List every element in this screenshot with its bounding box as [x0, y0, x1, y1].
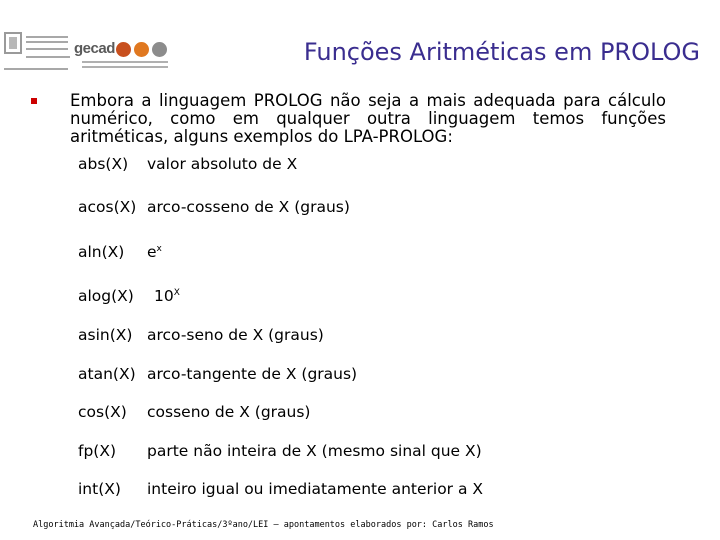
- gecad-logo-line: [82, 66, 168, 68]
- slide-title: Funções Aritméticas em PROLOG: [303, 38, 700, 66]
- gecad-logo-icon: [74, 40, 170, 74]
- function-name: acos(X): [78, 198, 137, 216]
- function-name: cos(X): [78, 403, 127, 421]
- gecad-logo-text: gecad: [74, 40, 115, 57]
- isep-logo-line: [26, 56, 70, 58]
- gecad-dot-icon: [152, 42, 167, 57]
- function-description: parte não inteira de X (mesmo sinal que X): [147, 442, 482, 460]
- isep-logo-line: [26, 48, 68, 50]
- function-name: fp(X): [78, 442, 117, 460]
- function-description: inteiro igual ou imediatamente anterior a X: [147, 480, 484, 498]
- isep-logo-line: [26, 41, 68, 43]
- function-description: [147, 243, 162, 261]
- function-description: cosseno de X (graus): [147, 403, 311, 421]
- function-name: asin(X): [78, 326, 133, 344]
- isep-mark-icon: [4, 32, 22, 54]
- function-description: arco-seno de X (graus): [147, 326, 324, 344]
- function-name: int(X): [78, 480, 121, 498]
- function-name: atan(X): [78, 365, 136, 383]
- slide-footer: Algoritmia Avançada/Teórico-Práticas/3ºano/LEI – apontamentos elaborados por: Carlos Ramos: [33, 520, 494, 530]
- function-base: 10: [154, 287, 174, 305]
- function-exponent: x: [156, 244, 162, 254]
- intro-paragraph: Embora a linguagem PROLOG não seja a mais adequada para cálculo numérico, como em qualquer outra linguagem temos funções aritméticas, alguns exemplos do LPA-PROLOG:: [70, 91, 666, 146]
- function-base: e: [147, 243, 157, 261]
- function-description: valor absoluto de X: [147, 155, 298, 173]
- function-name: aln(X): [78, 243, 125, 261]
- function-name: abs(X): [78, 155, 129, 173]
- function-description: [154, 287, 180, 305]
- function-exponent: X: [173, 288, 180, 298]
- gecad-dot-icon: [134, 42, 149, 57]
- gecad-logo-line: [82, 61, 168, 63]
- function-name: alog(X): [78, 287, 134, 305]
- isep-logo-line: [26, 36, 68, 38]
- function-description: arco-tangente de X (graus): [147, 365, 358, 383]
- function-description: arco-cosseno de X (graus): [147, 198, 350, 216]
- bullet-icon: [31, 98, 37, 104]
- isep-logo-icon: [2, 30, 72, 76]
- isep-logo-line: [4, 68, 68, 70]
- gecad-dot-icon: [116, 42, 131, 57]
